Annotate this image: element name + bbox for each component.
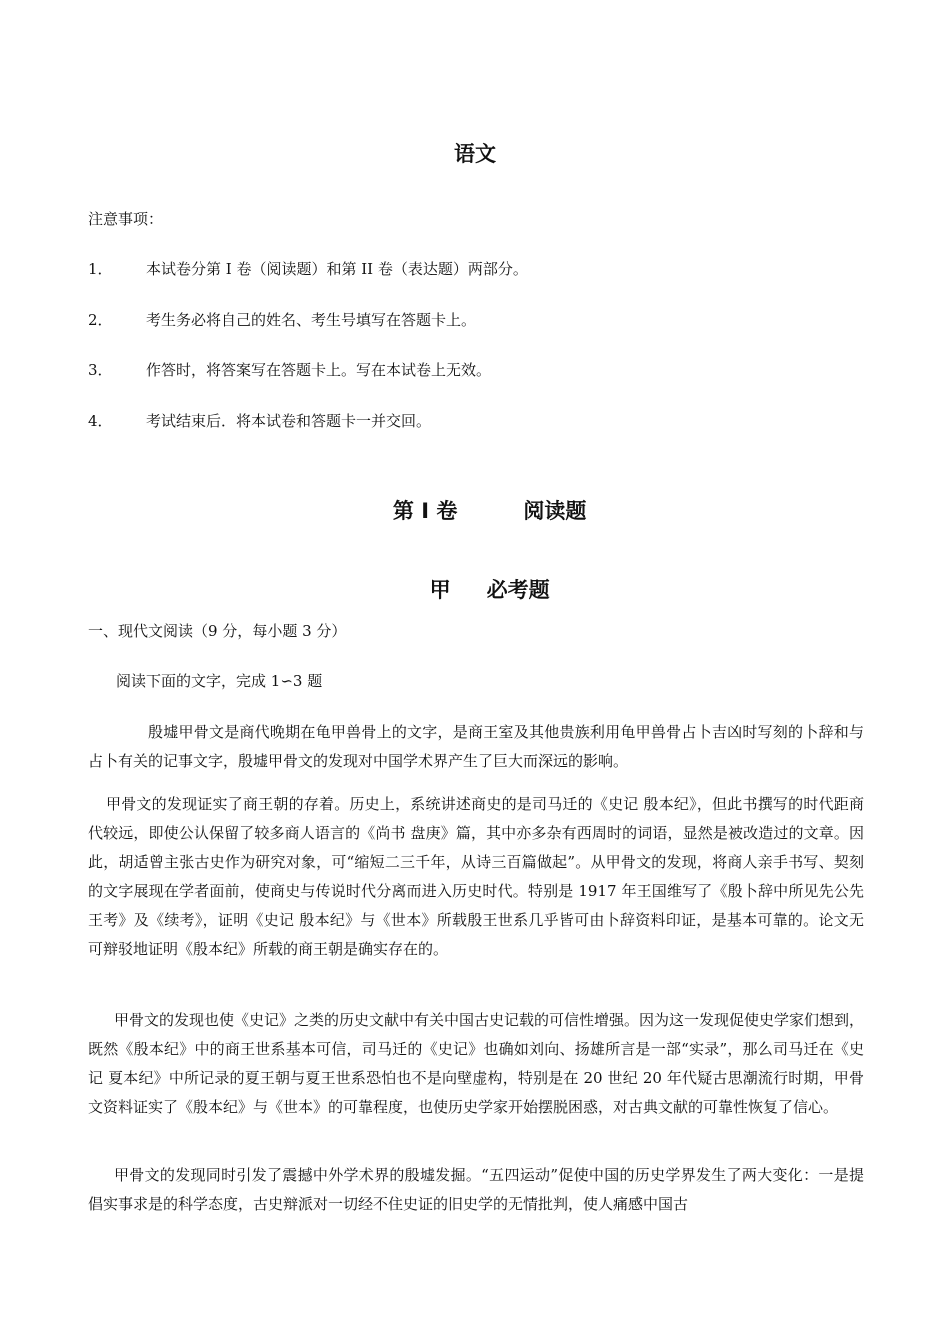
part-name: 阅读题 — [523, 499, 587, 523]
notice-item — [88, 309, 476, 330]
notice-text: 作答时，将答案写在答题卡上。写在本试卷上无效。 — [146, 361, 492, 379]
notice-number: 4． — [88, 412, 113, 430]
notice-item — [88, 410, 431, 431]
notice-text: 本试卷分第 I 卷（阅读题）和第 II 卷（表达题）两部分。 — [146, 260, 528, 278]
notice-number: 1． — [88, 260, 113, 278]
question-heading: 一、现代文阅读（9 分，每小题 3 分） — [88, 622, 347, 640]
passage-paragraph: 甲骨文的发现证实了商王朝的存着。历史上，系统讲述商史的是司马迁的《史记 殷本纪》，但此书撰写的时代距商代较远，即使公认保留了较多商人语言的《尚书 盘庚》篇，其中亦多杂有西周时的词语，显然是被改造过的文章。因此，胡适曾主张古史作为研究对象，可“缩短二三千年，从诗三百篇做起”。从甲骨文的发现，将商人亲手书写、契刻的文字展现在学者面前，使商史与传说时代分离而进入历史时代。特别是 1917 年王国维写了《殷卜辞中所见先公先王考》及《续考》，证明《史记 殷本纪》与《世本》所载殷王世系几乎皆可由卜辞资料印证，是基本可靠的。论文无可辩驳地证明《殷本纪》所载的商王朝是确实存在的。 — [88, 795, 864, 958]
notice-item — [88, 258, 528, 279]
passage-paragraph: 甲骨文的发现也使《史记》之类的历史文献中有关中国古史记载的可信性增强。因为这一发现促使史学家们想到，既然《殷本纪》中的商王世系基本可信，司马迁的《史记》也确如刘向、扬雄所言是一部“实录”，那么司马迁在《史记 夏本纪》中所记录的夏王朝与夏王世系恐怕也不是向壁虚构，特别是在 20 世纪 20 年代疑古思潮流行时期，甲骨文资料证实了《殷本纪》与《世本》的可靠程度，也使历史学家开始摆脱困惑，对古典文献的可靠性恢复了信心。 — [88, 1011, 865, 1116]
notice-item — [88, 359, 491, 380]
part-heading — [0, 471, 950, 549]
notice-heading: 注意事项： — [88, 210, 164, 228]
subpart-label: 甲 — [429, 578, 451, 602]
part-number: 第 I 卷 — [392, 499, 458, 523]
notice-text: 考生务必将自己的姓名、考生号填写在答题卡上。 — [146, 311, 477, 329]
passage-paragraph: 甲骨文的发现同时引发了震撼中外学术界的殷墟发掘。“五四运动”促使中国的历史学界发生了两大变化：一是提倡实事求是的科学态度，古史辩派对一切经不住史证的旧史学的无情批判，使人痛感中国古 — [88, 1166, 864, 1213]
notice-number: 3． — [88, 361, 113, 379]
passage-paragraph: 殷墟甲骨文是商代晚期在龟甲兽骨上的文字，是商王室及其他贵族利用龟甲兽骨占卜吉凶时写刻的卜辞和与占卜有关的记事文字，殷墟甲骨文的发现对中国学术界产生了巨大而深远的影响。 — [88, 723, 864, 770]
notice-text: 考试结束后．将本试卷和答题卡一并交回。 — [146, 412, 432, 430]
reading-instruction: 阅读下面的文字，完成 1∽3 题 — [116, 672, 323, 690]
document-title: 语文 — [454, 142, 496, 166]
subpart-name: 必考题 — [486, 578, 550, 602]
subpart-heading — [0, 550, 950, 628]
notice-number: 2． — [88, 311, 113, 329]
